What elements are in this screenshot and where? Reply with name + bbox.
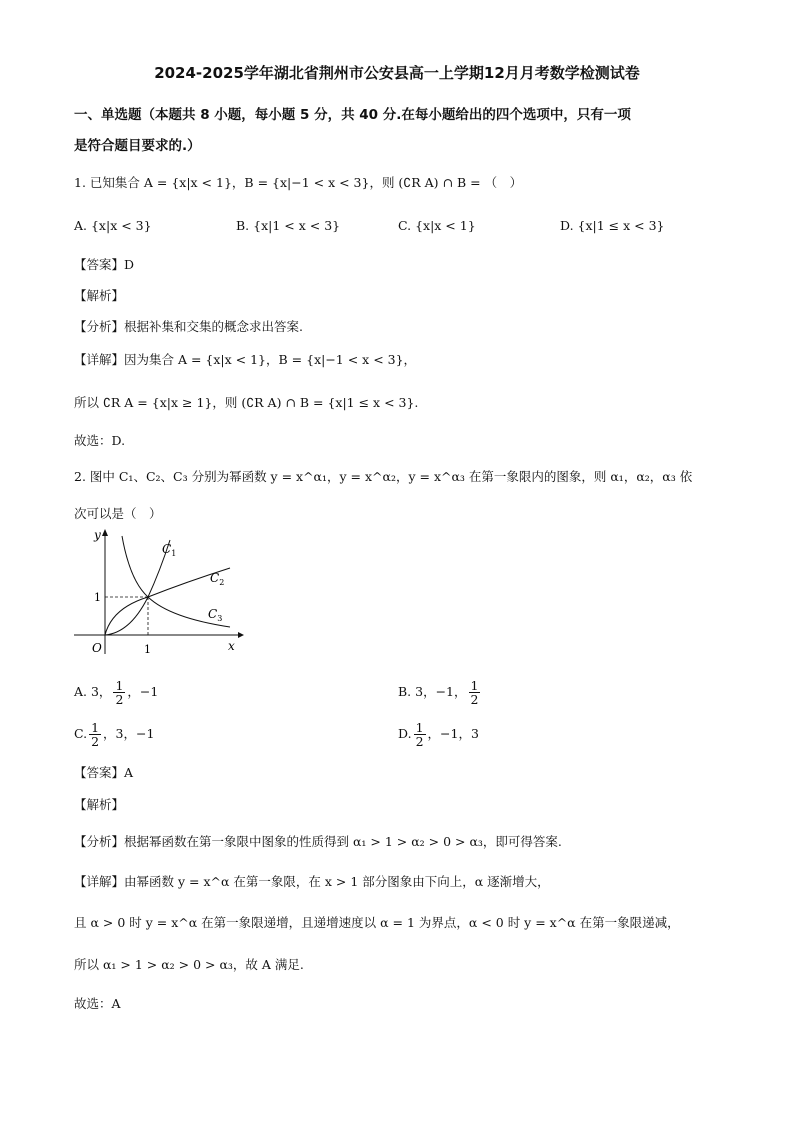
q2-choose: 故选：A xyxy=(74,996,121,1011)
y-axis-label: y xyxy=(94,528,101,542)
document-title: 2024-2025学年湖北省荆州市公安县高一上学期12月月考数学检测试卷 xyxy=(154,64,640,82)
q2-fenxi: 【分析】根据幂函数在第一象限中图象的性质得到 α₁ > 1 > α₂ > 0 > α₃，即可得答案. xyxy=(74,834,562,849)
fraction: $\frac{1}{2}$ xyxy=(470,678,479,708)
q2-detail-2: 且 α > 0 时 y = x^α 在第一象限递增，且递增速度以 α = 1 为界点，α < 0 时 y = x^α 在第一象限递减， xyxy=(74,915,680,930)
q2-option-a: A. 3， $\frac{1}{2}$ ，−1 xyxy=(74,678,159,708)
q2-stem-line2: 次可以是（ ） xyxy=(74,506,162,521)
q1-option-d: D. {x|1 ≤ x < 3} xyxy=(560,218,665,233)
section-heading-line1: 一、单选题（本题共 8 小题，每小题 5 分，共 40 分.在每小题给出的四个选项中，只有一项 xyxy=(74,107,631,123)
q2-option-c: C. $\frac{1}{2}$ ，3，−1 xyxy=(74,720,155,750)
q1-option-b: B. {x|1 < x < 3} xyxy=(236,218,341,233)
curve-c3-label: $C_3$ xyxy=(208,607,223,623)
q2-stem-line1: 2. 图中 C₁、C₂、C₃ 分别为幂函数 y = x^α₁，y = x^α₂，y = x^α₃ 在第一象限内的图象，则 α₁，α₂，α₃ 依 xyxy=(74,469,693,484)
q2-option-b: B. 3，−1， $\frac{1}{2}$ xyxy=(398,678,479,708)
q1-detail-2: 所以 ∁R A = {x|x ≥ 1}，则 (∁R A) ∩ B = {x|1 ≤ x < 3}. xyxy=(74,395,419,410)
q1-detail-1: 【详解】因为集合 A = {x|x < 1}，B = {x|−1 < x < 3}， xyxy=(74,352,417,367)
curve-c2-label: $C_2$ xyxy=(210,571,225,587)
q2-answer: 【答案】A xyxy=(74,765,134,780)
q1-fenxi: 【分析】根据补集和交集的概念求出答案. xyxy=(74,319,303,334)
fraction: $\frac{1}{2}$ xyxy=(115,678,124,708)
curve-c1-label: $C_1$ xyxy=(162,542,177,558)
q1-option-c: C. {x|x < 1} xyxy=(398,218,476,233)
x-axis-arrow-icon xyxy=(238,632,244,638)
power-function-graph xyxy=(66,526,246,660)
q2-analysis-label: 【解析】 xyxy=(74,797,125,812)
x-axis-label: x xyxy=(228,639,235,653)
q1-option-a: A. {x|x < 3} xyxy=(74,218,152,233)
q1-answer: 【答案】D xyxy=(74,257,135,272)
curve-c1 xyxy=(105,540,170,635)
y-axis-arrow-icon xyxy=(102,529,108,536)
q2-detail-1: 【详解】由幂函数 y = x^α 在第一象限，在 x > 1 部分图象由下向上，α 逐渐增大， xyxy=(74,874,550,889)
y-tick-one: 1 xyxy=(94,591,101,604)
origin-label: O xyxy=(92,641,102,655)
q1-choose: 故选：D. xyxy=(74,433,126,448)
fraction: $\frac{1}{2}$ xyxy=(415,720,424,750)
q1-analysis-label: 【解析】 xyxy=(74,288,125,303)
q2-detail-3: 所以 α₁ > 1 > α₂ > 0 > α₃，故 A 满足. xyxy=(74,957,304,972)
section-heading-line2: 是符合题目要求的.） xyxy=(74,138,201,154)
q2-option-d: D. $\frac{1}{2}$ ，−1，3 xyxy=(398,720,479,750)
q1-stem: 1. 已知集合 A = {x|x < 1}，B = {x|−1 < x < 3}，则 (∁R A) ∩ B = （ ） xyxy=(74,175,523,190)
x-tick-one: 1 xyxy=(144,643,151,656)
fraction: $\frac{1}{2}$ xyxy=(91,720,100,750)
